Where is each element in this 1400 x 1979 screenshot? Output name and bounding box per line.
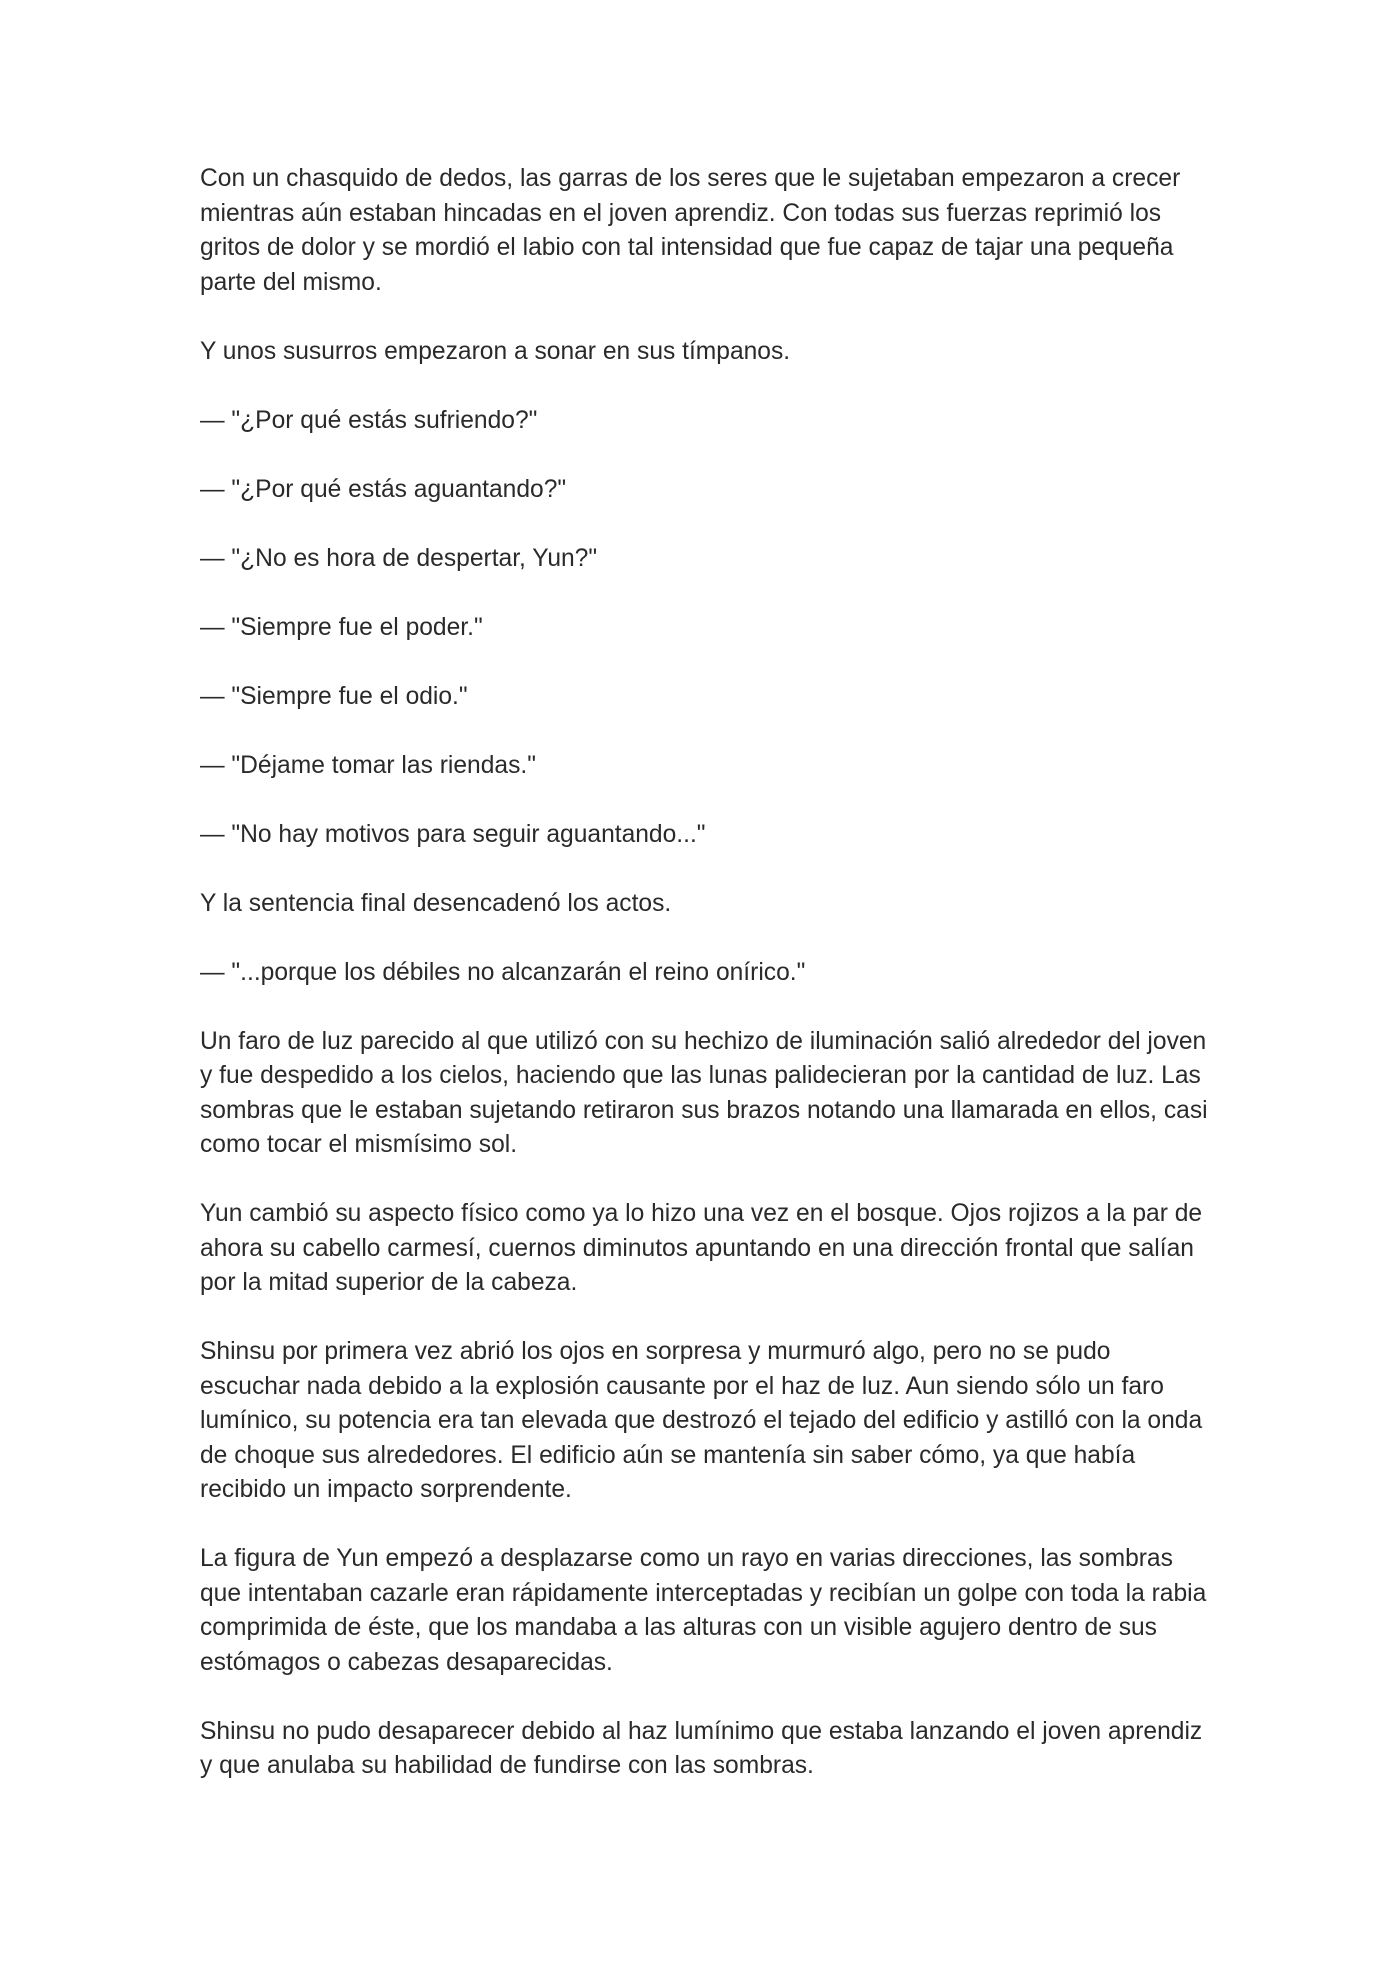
paragraph: Yun cambió su aspecto físico como ya lo hizo una vez en el bosque. Ojos rojizos a la par de ahora su cabello carmesí, cuernos diminutos apuntando en una dirección frontal que salían por la mitad superior de la cabeza. xyxy=(200,1200,1203,1296)
paragraph: Y unos susurros empezaron a sonar en sus tímpanos. xyxy=(200,337,791,365)
dialogue-line: — "¿Por qué estás aguantando?" xyxy=(200,475,567,503)
dialogue-line: — "No hay motivos para seguir aguantando..." xyxy=(200,820,706,848)
paragraph: Shinsu no pudo desaparecer debido al haz lumínimo que estaba lanzando el joven aprendiz y que anulaba su habilidad de fundirse con las sombras. xyxy=(200,1717,1203,1779)
dialogue-line: — "...porque los débiles no alcanzarán el reino onírico." xyxy=(200,958,806,986)
dialogue-line: — "Siempre fue el poder." xyxy=(200,613,483,641)
dialogue-line: — "Déjame tomar las riendas." xyxy=(200,751,536,779)
dialogue-line: — "Siempre fue el odio." xyxy=(200,682,468,710)
dialogue-line: — "¿Por qué estás sufriendo?" xyxy=(200,406,538,434)
document-body xyxy=(200,162,1210,1818)
paragraph: La figura de Yun empezó a desplazarse como un rayo en varias direcciones, las sombras que intentaban cazarle eran rápidamente interceptadas y recibían un golpe con toda la rabia comprimida de éste, que los mandaba a las alturas con un visible agujero dentro de sus estómagos o cabezas desaparecidas. xyxy=(200,1545,1207,1676)
paragraph: Shinsu por primera vez abrió los ojos en sorpresa y murmuró algo, pero no se pudo escuchar nada debido a la explosión causante por el haz de luz. Aun siendo sólo un faro lumínico, su potencia era tan elevada que destrozó el tejado del edificio y astilló con la onda de choque sus alrededores. El edificio aún se mantenía sin saber cómo, ya que había recibido un impacto sorprendente. xyxy=(200,1338,1203,1503)
paragraph: Un faro de luz parecido al que utilizó con su hechizo de iluminación salió alrededor del joven y fue despedido a los cielos, haciendo que las lunas palidecieran por la cantidad de luz. Las sombras que le estaban sujetando retiraron sus brazos notando una llamarada en ellos, casi como tocar el mismísimo sol. xyxy=(200,1027,1208,1158)
paragraph: Y la sentencia final desencadenó los actos. xyxy=(200,889,672,917)
paragraph: Con un chasquido de dedos, las garras de los seres que le sujetaban empezaron a crecer mientras aún estaban hincadas en el joven aprendiz. Con todas sus fuerzas reprimió los gritos de dolor y se mordió el labio con tal intensidad que fue capaz de tajar una pequeña parte del mismo. xyxy=(200,165,1181,296)
dialogue-line: — "¿No es hora de despertar, Yun?" xyxy=(200,544,598,572)
